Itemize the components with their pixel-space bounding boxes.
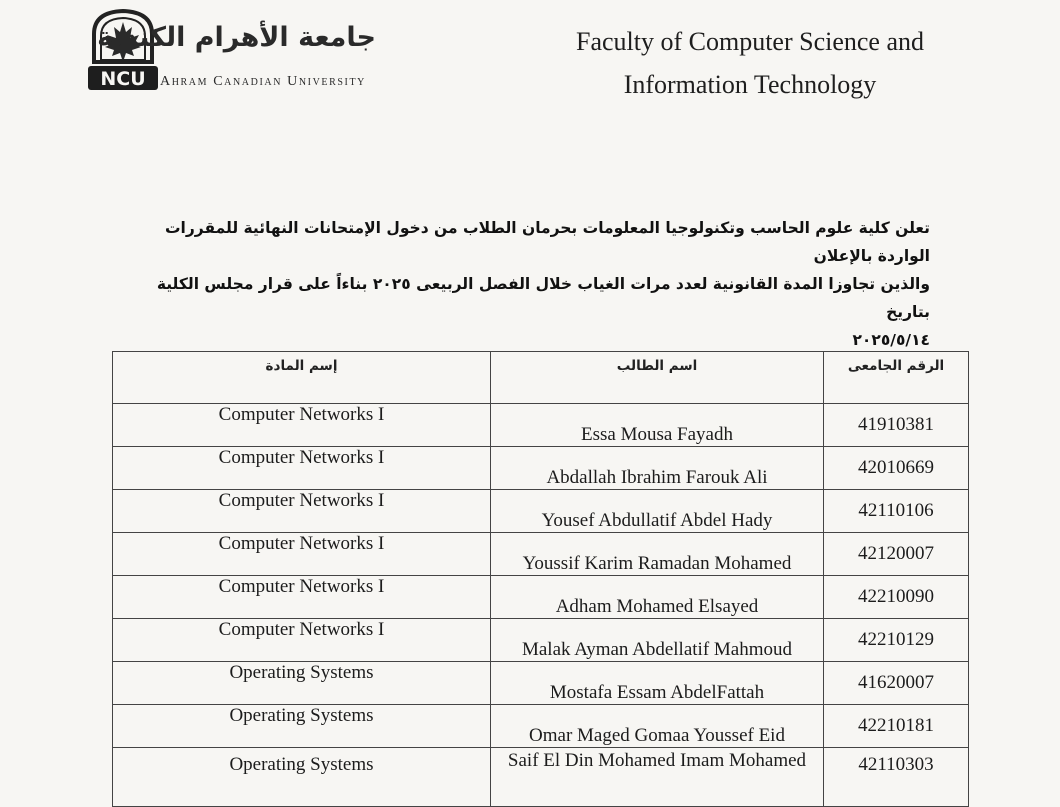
student-name-cell: Abdallah Ibrahim Farouk Ali: [491, 447, 824, 490]
table-row: [113, 490, 969, 533]
header-course-name: إسم المادة: [113, 352, 491, 404]
table-row: [113, 404, 969, 447]
table-row: [113, 662, 969, 705]
course-name-cell: Computer Networks I: [113, 447, 491, 490]
logo-abbr: NCU: [100, 68, 146, 90]
logo-english-name: Ahram Canadian University: [160, 74, 366, 89]
notice-line1: تعلن كلية علوم الحاسب وتكنولوجيا المعلومات بحرمان الطلاب من دخول الإمتحانات النهائية للمقررات الواردة بالإعلان: [164, 219, 930, 265]
excluded-students-table: [112, 351, 969, 807]
faculty-title-line2: Information Technology: [623, 70, 877, 99]
course-name-cell: Operating Systems: [113, 748, 491, 807]
table-row: [113, 447, 969, 490]
student-id-cell: 41910381: [824, 404, 969, 447]
table-row: [113, 619, 969, 662]
table-row: [113, 533, 969, 576]
student-id-cell: 41620007: [824, 662, 969, 705]
student-id-cell: 42210181: [824, 705, 969, 748]
course-name-cell: Computer Networks I: [113, 533, 491, 576]
student-id-cell: 42110106: [824, 490, 969, 533]
course-name-cell: Computer Networks I: [113, 490, 491, 533]
student-name-cell: Yousef Abdullatif Abdel Hady: [491, 490, 824, 533]
course-name-cell: Computer Networks I: [113, 619, 491, 662]
student-name-cell: Youssif Karim Ramadan Mohamed: [491, 533, 824, 576]
header-student-name: اسم الطالب: [491, 352, 824, 404]
table-row: [113, 705, 969, 748]
student-name-cell: Malak Ayman Abdellatif Mahmoud: [491, 619, 824, 662]
table-header-row: [113, 352, 969, 404]
course-name-cell: Operating Systems: [113, 662, 491, 705]
notice-date: ٢٠٢٥/٥/١٤: [852, 331, 930, 349]
student-id-cell: 42120007: [824, 533, 969, 576]
student-name-cell: Mostafa Essam AbdelFattah: [491, 662, 824, 705]
student-id-cell: 42110303: [824, 748, 969, 807]
logo-arabic-name: جامعة الأهرام الكندية: [97, 22, 376, 53]
student-id-cell: 42010669: [824, 447, 969, 490]
notice-line2: والذين تجاوزا المدة القانونية لعدد مرات الغياب خلال الفصل الربيعى ٢٠٢٥ بناءاً على قرار مجلس الكلية بتاريخ: [156, 275, 930, 321]
faculty-title: [540, 20, 960, 106]
table-row: [113, 748, 969, 807]
student-id-cell: 42210129: [824, 619, 969, 662]
table-row: [113, 576, 969, 619]
student-name-cell: Saif El Din Mohamed Imam Mohamed: [491, 748, 824, 807]
course-name-cell: Computer Networks I: [113, 576, 491, 619]
faculty-title-line1: Faculty of Computer Science and: [575, 27, 925, 56]
course-name-cell: Operating Systems: [113, 705, 491, 748]
university-logo: [88, 8, 388, 98]
exclusion-notice: [118, 214, 930, 354]
course-name-cell: Computer Networks I: [113, 404, 491, 447]
header-student-id: الرقم الجامعى: [824, 352, 969, 404]
student-name-cell: Adham Mohamed Elsayed: [491, 576, 824, 619]
student-id-cell: 42210090: [824, 576, 969, 619]
student-name-cell: Omar Maged Gomaa Youssef Eid: [491, 705, 824, 748]
student-name-cell: Essa Mousa Fayadh: [491, 404, 824, 447]
